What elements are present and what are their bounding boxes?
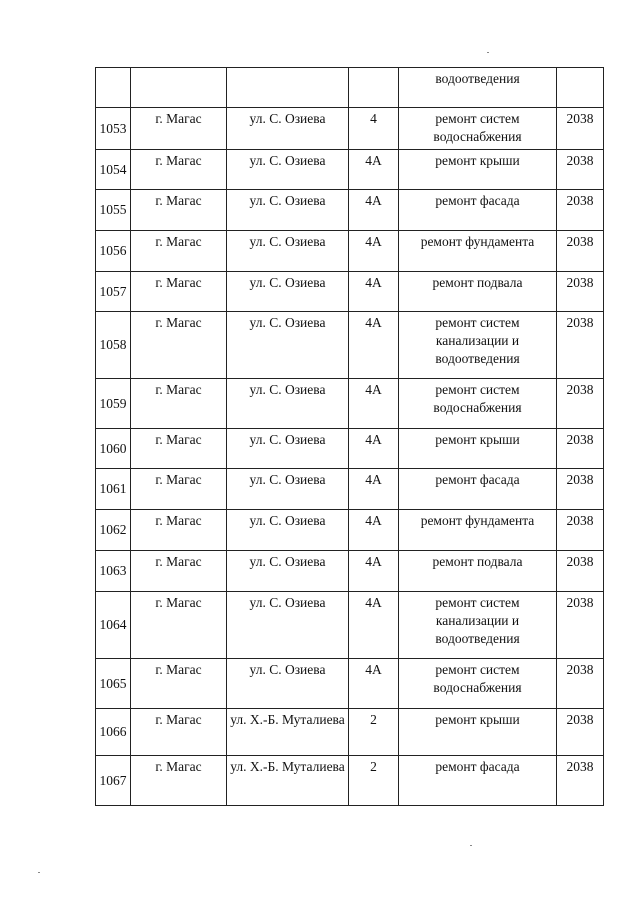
street-cell: ул. С. Озиева bbox=[227, 272, 349, 312]
house-cell: 2 bbox=[349, 756, 399, 806]
row-number-cell: 1058 bbox=[96, 312, 131, 379]
scan-speck bbox=[38, 872, 40, 873]
table-row bbox=[96, 659, 604, 709]
house-cell: 4А bbox=[349, 659, 399, 709]
work-type-cell: ремонт подвала bbox=[399, 551, 557, 592]
city-cell: г. Магас bbox=[131, 469, 227, 510]
house-cell: 4А bbox=[349, 190, 399, 231]
table-row bbox=[96, 272, 604, 312]
row-number-cell: 1065 bbox=[96, 659, 131, 709]
street-cell: ул. С. Озиева bbox=[227, 312, 349, 379]
row-number-cell: 1055 bbox=[96, 190, 131, 231]
table-row bbox=[96, 709, 604, 756]
table-row bbox=[96, 469, 604, 510]
street-cell: ул. С. Озиева bbox=[227, 190, 349, 231]
city-cell: г. Магас bbox=[131, 592, 227, 659]
year-cell: 2038 bbox=[557, 551, 604, 592]
house-cell: 4А bbox=[349, 429, 399, 469]
city-cell: г. Магас bbox=[131, 108, 227, 150]
city-cell: г. Магас bbox=[131, 551, 227, 592]
row-number-cell: 1057 bbox=[96, 272, 131, 312]
street-cell: ул. С. Озиева bbox=[227, 429, 349, 469]
row-number-cell: 1059 bbox=[96, 379, 131, 429]
city-cell: г. Магас bbox=[131, 429, 227, 469]
table-row bbox=[96, 68, 604, 108]
city-cell: г. Магас bbox=[131, 272, 227, 312]
city-cell: г. Магас bbox=[131, 709, 227, 756]
city-cell: г. Магас bbox=[131, 510, 227, 551]
work-type-cell: ремонт систем водоснабжения bbox=[399, 379, 557, 429]
house-cell: 4А bbox=[349, 231, 399, 272]
table-row bbox=[96, 756, 604, 806]
work-type-cell: ремонт фасада bbox=[399, 190, 557, 231]
work-type-cell: ремонт крыши bbox=[399, 150, 557, 190]
work-type-cell: ремонт фасада bbox=[399, 469, 557, 510]
street-cell: ул. С. Озиева bbox=[227, 510, 349, 551]
year-cell: 2038 bbox=[557, 469, 604, 510]
street-cell: ул. С. Озиева bbox=[227, 150, 349, 190]
house-cell: 4А bbox=[349, 510, 399, 551]
work-type-cell: ремонт крыши bbox=[399, 429, 557, 469]
row-number-cell: 1064 bbox=[96, 592, 131, 659]
house-cell: 4А bbox=[349, 551, 399, 592]
table-row bbox=[96, 108, 604, 150]
table-body bbox=[96, 68, 604, 806]
street-cell: ул. Х.-Б. Муталиева bbox=[227, 709, 349, 756]
year-cell: 2038 bbox=[557, 510, 604, 551]
street-cell: ул. С. Озиева bbox=[227, 379, 349, 429]
year-cell: 2038 bbox=[557, 272, 604, 312]
year-cell: 2038 bbox=[557, 429, 604, 469]
work-type-cell: ремонт систем водоснабжения bbox=[399, 659, 557, 709]
year-cell bbox=[557, 68, 604, 108]
table-row bbox=[96, 592, 604, 659]
work-type-cell: ремонт крыши bbox=[399, 709, 557, 756]
row-number-cell: 1067 bbox=[96, 756, 131, 806]
work-type-cell: ремонт фасада bbox=[399, 756, 557, 806]
scan-speck bbox=[487, 52, 489, 53]
city-cell: г. Магас bbox=[131, 150, 227, 190]
row-number-cell: 1053 bbox=[96, 108, 131, 150]
house-cell: 4А bbox=[349, 312, 399, 379]
year-cell: 2038 bbox=[557, 709, 604, 756]
work-type-cell: ремонт систем канализации и водоотведения bbox=[399, 312, 557, 379]
year-cell: 2038 bbox=[557, 592, 604, 659]
year-cell: 2038 bbox=[557, 659, 604, 709]
work-type-cell: ремонт систем водоснабжения bbox=[399, 108, 557, 150]
row-number-cell: 1062 bbox=[96, 510, 131, 551]
house-cell: 4А bbox=[349, 272, 399, 312]
city-cell: г. Магас bbox=[131, 659, 227, 709]
table-row bbox=[96, 510, 604, 551]
table-row bbox=[96, 190, 604, 231]
house-cell: 4А bbox=[349, 469, 399, 510]
row-number-cell: 1063 bbox=[96, 551, 131, 592]
city-cell: г. Магас bbox=[131, 190, 227, 231]
row-number-cell: 1060 bbox=[96, 429, 131, 469]
house-cell: 4А bbox=[349, 379, 399, 429]
street-cell: ул. С. Озиева bbox=[227, 231, 349, 272]
street-cell: ул. С. Озиева bbox=[227, 469, 349, 510]
row-number-cell bbox=[96, 68, 131, 108]
city-cell: г. Магас bbox=[131, 312, 227, 379]
street-cell: ул. С. Озиева bbox=[227, 592, 349, 659]
table-row bbox=[96, 150, 604, 190]
row-number-cell: 1061 bbox=[96, 469, 131, 510]
year-cell: 2038 bbox=[557, 150, 604, 190]
row-number-cell: 1056 bbox=[96, 231, 131, 272]
year-cell: 2038 bbox=[557, 756, 604, 806]
work-type-cell: ремонт систем канализации и водоотведения bbox=[399, 592, 557, 659]
street-cell: ул. Х.-Б. Муталиева bbox=[227, 756, 349, 806]
house-cell: 2 bbox=[349, 709, 399, 756]
repair-schedule-table bbox=[95, 67, 604, 806]
city-cell: г. Магас bbox=[131, 231, 227, 272]
house-cell bbox=[349, 68, 399, 108]
row-number-cell: 1054 bbox=[96, 150, 131, 190]
year-cell: 2038 bbox=[557, 312, 604, 379]
street-cell: ул. С. Озиева bbox=[227, 551, 349, 592]
city-cell: г. Магас bbox=[131, 379, 227, 429]
table-row bbox=[96, 379, 604, 429]
street-cell: ул. С. Озиева bbox=[227, 659, 349, 709]
work-type-cell: ремонт фундамента bbox=[399, 510, 557, 551]
house-cell: 4А bbox=[349, 150, 399, 190]
work-type-cell: ремонт фундамента bbox=[399, 231, 557, 272]
table-row bbox=[96, 312, 604, 379]
street-cell bbox=[227, 68, 349, 108]
house-cell: 4А bbox=[349, 592, 399, 659]
table-row bbox=[96, 231, 604, 272]
year-cell: 2038 bbox=[557, 190, 604, 231]
year-cell: 2038 bbox=[557, 379, 604, 429]
work-type-cell: водоотведения bbox=[399, 68, 557, 108]
work-type-cell: ремонт подвала bbox=[399, 272, 557, 312]
table-row bbox=[96, 551, 604, 592]
table-row bbox=[96, 429, 604, 469]
year-cell: 2038 bbox=[557, 231, 604, 272]
city-cell bbox=[131, 68, 227, 108]
street-cell: ул. С. Озиева bbox=[227, 108, 349, 150]
city-cell: г. Магас bbox=[131, 756, 227, 806]
year-cell: 2038 bbox=[557, 108, 604, 150]
house-cell: 4 bbox=[349, 108, 399, 150]
scan-speck bbox=[470, 845, 472, 846]
row-number-cell: 1066 bbox=[96, 709, 131, 756]
